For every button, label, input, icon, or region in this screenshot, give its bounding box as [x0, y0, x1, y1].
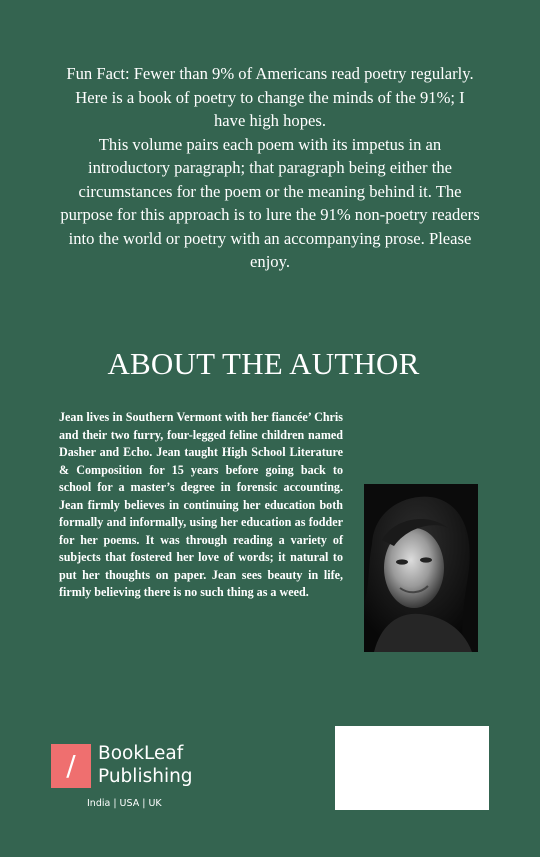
slash-icon: /: [66, 749, 76, 782]
author-bio: Jean lives in Southern Vermont with her fiancée’ Chris and their two furry, four-legged feline children named Dasher and Echo. Jean taught High School Literature & Composition for 15 years before going back to school for a master’s degree in forensic accounting. Jean firmly believes in continuing her education both formally and informally, using her education as fodder for her poems. It was through reading a variety of subjects that fostered her love of words; it natural to put her thoughts on paper. Jean sees beauty in life, firmly believing there is no such thing as a weed.: [59, 410, 343, 599]
author-portrait-image: [364, 484, 478, 652]
about-the-author-heading: ABOUT THE AUTHOR: [107, 346, 420, 381]
back-cover-blurb: [58, 62, 482, 274]
barcode-area: [335, 726, 489, 810]
author-photo: [364, 484, 478, 652]
blurb-paragraph-description: This volume pairs each poem with its impetus in an introductory paragraph; that paragraph being either the circumstances for the poem or the meaning behind it. The purpose for this approach is to lure the 91% non-poetry readers into the world or poetry with an accompanying prose. Please enjoy.: [60, 134, 480, 271]
publisher-name-line-1: BookLeaf: [98, 743, 184, 764]
publisher-regions: India | USA | UK: [87, 798, 162, 809]
publisher-logo: [51, 744, 221, 814]
publisher-name-line-2: Publishing: [98, 766, 193, 787]
blurb-paragraph-fun-fact: Fun Fact: Fewer than 9% of Americans read poetry regularly. Here is a book of poetry to change the minds of the 91%; I have high hopes.: [66, 64, 474, 130]
publisher-logo-mark: [51, 744, 91, 788]
